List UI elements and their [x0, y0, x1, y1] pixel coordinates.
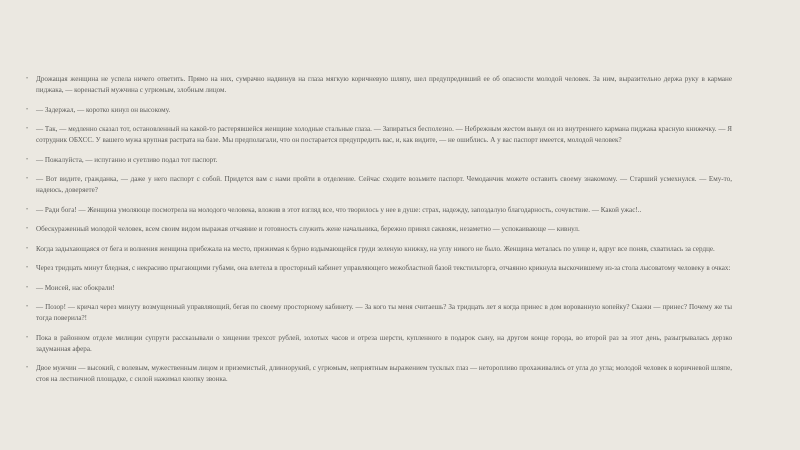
paragraph-5: • — Вот видите, гражданка, — даже у него паспорт с собой. Придется вам с нами пройти в отделение. Сейчас сходите возьмите паспорт. Чемоданчик можете оставить своему знакомому. — Старший усмехнулся. — Ему-то, надеюсь, доверяете?: [26, 174, 732, 196]
paragraph-1: • Дрожащая женщина не успела ничего ответить. Прямо на них, сумрачно надвинув на глаза мягкую коричневую шляпу, шел предупредивший ее об опасности молодой человек. За ним, выразительно держа руку в кармане пиджака, — коренастый мужчина с угрюмым, злобным лицом.: [26, 74, 732, 96]
text-body: [26, 74, 732, 394]
paragraph-7: • Обескураженный молодой человек, всем своим видом выражая отчаяние и готовность служить жене начальника, бережно принял саквояж, незаметно — успокаивающе — кивнул.: [26, 224, 732, 235]
paragraph-10: • — Моисей, нас обокрали!: [26, 283, 732, 294]
paragraph-6: • — Ради бога! — Женщина умоляюще посмотрела на молодого человека, вложив в этот взгляд все, что творилось у нее в душе: страх, надежду, запоздалую благодарность, сочувствие. — Какой ужас!..: [26, 205, 732, 216]
paragraph-13: • Двое мужчин — высокий, с волевым, мужественным лицом и приземистый, длиннорукий, с угрюмым, неприятным выражением тусклых глаз — неторопливо прохаживались от угла до угла; молодой человек в коричневой шляпе, стоя на лестничной площадке, с силой нажимал кнопку звонка.: [26, 363, 732, 385]
paragraph-2: • — Задержал, — коротко кинул он высокому.: [26, 105, 732, 116]
paragraph-9: • Через тридцать минут бледная, с некрасиво прыгающими губами, она влетела в просторный кабинет управляющего межобластной базой текстильторга, отчаянно крикнула выскочившему из-за стола лысоватому человеку в очках:: [26, 263, 732, 274]
paragraph-4: • — Пожалуйста, — испуганно и суетливо подал тот паспорт.: [26, 155, 732, 166]
paragraph-11: • — Позор! — кричал через минуту возмущенный управляющий, бегая по своему просторному кабинету. — За кого ты меня считаешь? За тридцать лет я когда принес в дом ворованную копейку? Скажи — принес? Почему же ты тогда поверила?!: [26, 302, 732, 324]
paragraph-8: • Когда задыхающаяся от бега и волнения женщина прибежала на место, прижимая к бурно вздымающейся груди зеленую книжку, на углу никого не было. Женщина металась по улице и, вдруг все поняв, схватилась за сердце.: [26, 244, 732, 255]
paragraph-12: • Пока в районном отделе милиции супруги рассказывали о хищении трехсот рублей, золотых часов и отреза шерсти, купленного в подарок сыну, на другом конце города, во второй раз за этот день, разыгрывалась дерзко задуманная афера.: [26, 333, 732, 355]
paragraph-3: • — Так, — медленно сказал тот, остановленный на какой-то растерявшейся женщине холодные стальные глаза. — Запираться бесполезно. — Небрежным жестом вынул он из внутреннего кармана пиджака красную книжечку. — Я сотрудник ОБХСС. У вашего мужа крупная растрата на базе. Мы предполагали, что он постарается предупредить вас, и, как видите, — не ошиблись. А у вас паспорт имеется, молодой человек?: [26, 124, 732, 146]
